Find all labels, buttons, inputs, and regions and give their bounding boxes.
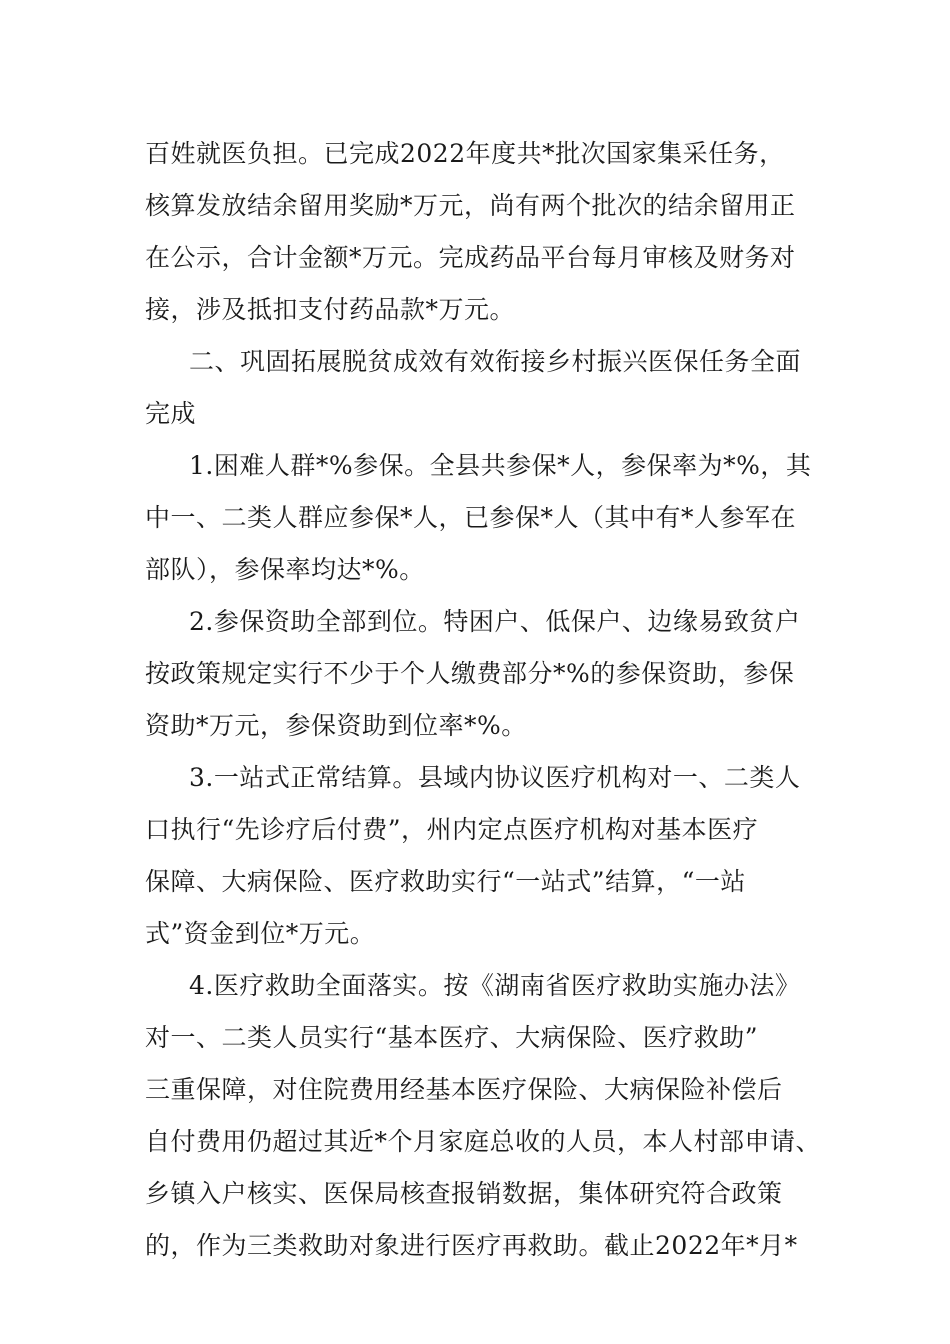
text-line: 乡镇入户核实、医保局核查报销数据，集体研究符合政策 (145, 1179, 783, 1208)
text-line: 核算发放结余留用奖励*万元，尚有两个批次的结余留用正 (145, 191, 796, 220)
text-line: 三重保障，对住院费用经基本医疗保险、大病保险补偿后 (145, 1075, 783, 1104)
text-line: 部队），参保率均达*%。 (145, 555, 425, 584)
text-line: 对一、二类人员实行“基本医疗、大病保险、医疗救助” (145, 1023, 759, 1052)
document-body (145, 128, 822, 1272)
text-line: 中一、二类人群应参保*人，已参保*人（其中有*人参军在 (145, 503, 797, 532)
text-line: 的，作为三类救助对象进行医疗再救助。截止2022年*月* (145, 1231, 798, 1260)
text-line: 3.一站式正常结算。县域内协议医疗机构对一、二类人 (189, 763, 801, 792)
text-line: 接，涉及抵扣支付药品款*万元。 (145, 295, 516, 324)
text-line: 4.医疗救助全面落实。按《湖南省医疗救助实施办法》 (189, 971, 801, 1000)
text-line: 完成 (145, 399, 197, 428)
text-line: 1.困难人群*%参保。全县共参保*人，参保率为*%，其 (189, 451, 812, 480)
text-line: 二、巩固拓展脱贫成效有效衔接乡村振兴医保任务全面 (189, 347, 802, 376)
text-line: 在公示，合计金额*万元。完成药品平台每月审核及财务对 (145, 243, 796, 272)
text-line: 资助*万元，参保资助到位率*%。 (145, 711, 527, 740)
text-line: 式”资金到位*万元。 (145, 919, 376, 948)
text-line: 百姓就医负担。已完成2022年度共*批次国家集采任务， (145, 139, 785, 168)
text-line: 自付费用仍超过其近*个月家庭总收的人员，本人村部申请、 (145, 1127, 822, 1156)
text-line: 按政策规定实行不少于个人缴费部分*%的参保资助，参保 (145, 659, 795, 688)
text-line: 2.参保资助全部到位。特困户、低保户、边缘易致贫户 (189, 607, 801, 636)
text-line: 保障、大病保险、医疗救助实行“一站式”结算，“一站 (145, 867, 746, 896)
text-line: 口执行“先诊疗后付费”，州内定点医疗机构对基本医疗 (145, 815, 759, 844)
